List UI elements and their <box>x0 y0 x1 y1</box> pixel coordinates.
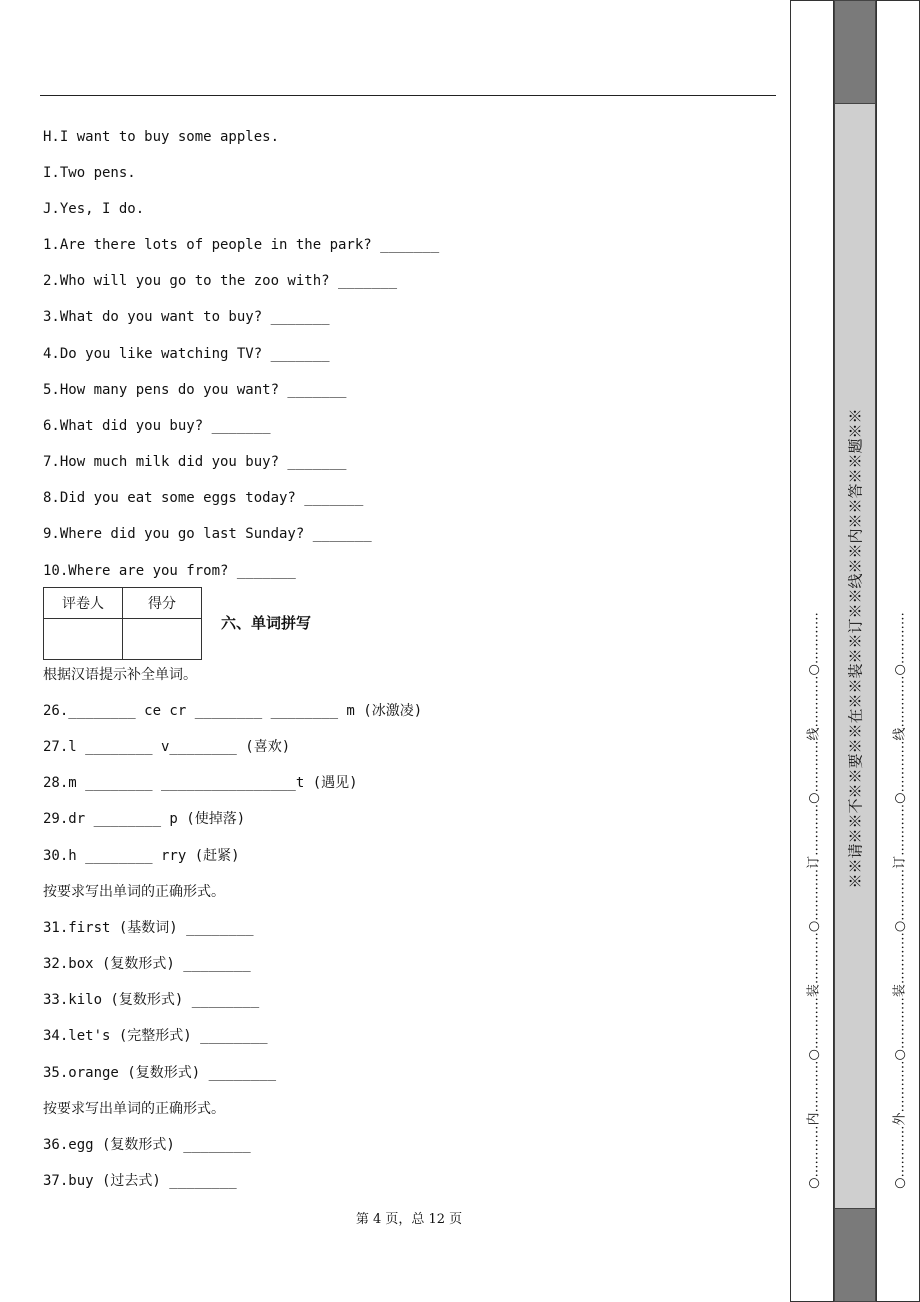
form-34: 34.let's (完整形式) ________ <box>43 1028 268 1044</box>
question-8: 8.Did you eat some eggs today? _______ <box>43 490 364 506</box>
form-33: 33.kilo (复数形式) ________ <box>43 992 260 1008</box>
outer-binding-line: ○…………外…………○…………装…………○…………订…………○…………线…………○………… <box>892 612 908 1189</box>
page-footer: 第 4 页，总 12 页 <box>355 1212 463 1227</box>
score-cell[interactable] <box>123 619 202 660</box>
score-table <box>43 587 202 660</box>
binding-warning: ※※请※※不※※要※※在※※装※※订※※线※※内※※答※※题※※ <box>846 408 865 889</box>
form-35: 35.orange (复数形式) ________ <box>43 1065 277 1081</box>
instruction-forms-2: 按要求写出单词的正确形式。 <box>43 1101 225 1117</box>
reviewer-cell[interactable] <box>44 619 123 660</box>
question-7: 7.How much milk did you buy? _______ <box>43 454 347 470</box>
score-label: 得分 <box>123 588 202 619</box>
question-6: 6.What did you buy? _______ <box>43 418 271 434</box>
option-h: H.I want to buy some apples. <box>43 129 280 145</box>
question-3: 3.What do you want to buy? _______ <box>43 309 330 325</box>
binding-dark-bottom <box>834 1208 876 1302</box>
question-5: 5.How many pens do you want? _______ <box>43 382 347 398</box>
instruction-hint: 根据汉语提示补全单词。 <box>43 667 197 683</box>
option-i: I.Two pens. <box>43 165 136 181</box>
question-4: 4.Do you like watching TV? _______ <box>43 346 330 362</box>
question-2: 2.Who will you go to the zoo with? _______ <box>43 273 398 289</box>
form-31: 31.first (基数词) ________ <box>43 920 254 936</box>
question-1: 1.Are there lots of people in the park? _______ <box>43 237 440 253</box>
binding-dark-top <box>834 0 876 104</box>
spelling-27: 27.l ________ v________ (喜欢) <box>43 739 291 755</box>
spelling-30: 30.h ________ rry (赶紧) <box>43 848 240 864</box>
header-rule <box>40 95 776 96</box>
question-9: 9.Where did you go last Sunday? _______ <box>43 526 372 542</box>
spelling-26: 26.________ ce cr ________ ________ m (冰激凌) <box>43 703 423 719</box>
instruction-forms-1: 按要求写出单词的正确形式。 <box>43 884 225 900</box>
form-37: 37.buy (过去式) ________ <box>43 1173 237 1189</box>
form-32: 32.box (复数形式) ________ <box>43 956 251 972</box>
question-10: 10.Where are you from? _______ <box>43 563 296 579</box>
section-title: 六、单词拼写 <box>221 614 312 632</box>
option-j: J.Yes, I do. <box>43 201 145 217</box>
spelling-29: 29.dr ________ p (使掉落) <box>43 811 246 827</box>
inner-binding-line: ○…………内…………○…………装…………○…………订…………○…………线…………○………… <box>806 612 822 1189</box>
spelling-28: 28.m ________ ________________t (遇见) <box>43 775 358 791</box>
reviewer-label: 评卷人 <box>44 588 123 619</box>
form-36: 36.egg (复数形式) ________ <box>43 1137 251 1153</box>
